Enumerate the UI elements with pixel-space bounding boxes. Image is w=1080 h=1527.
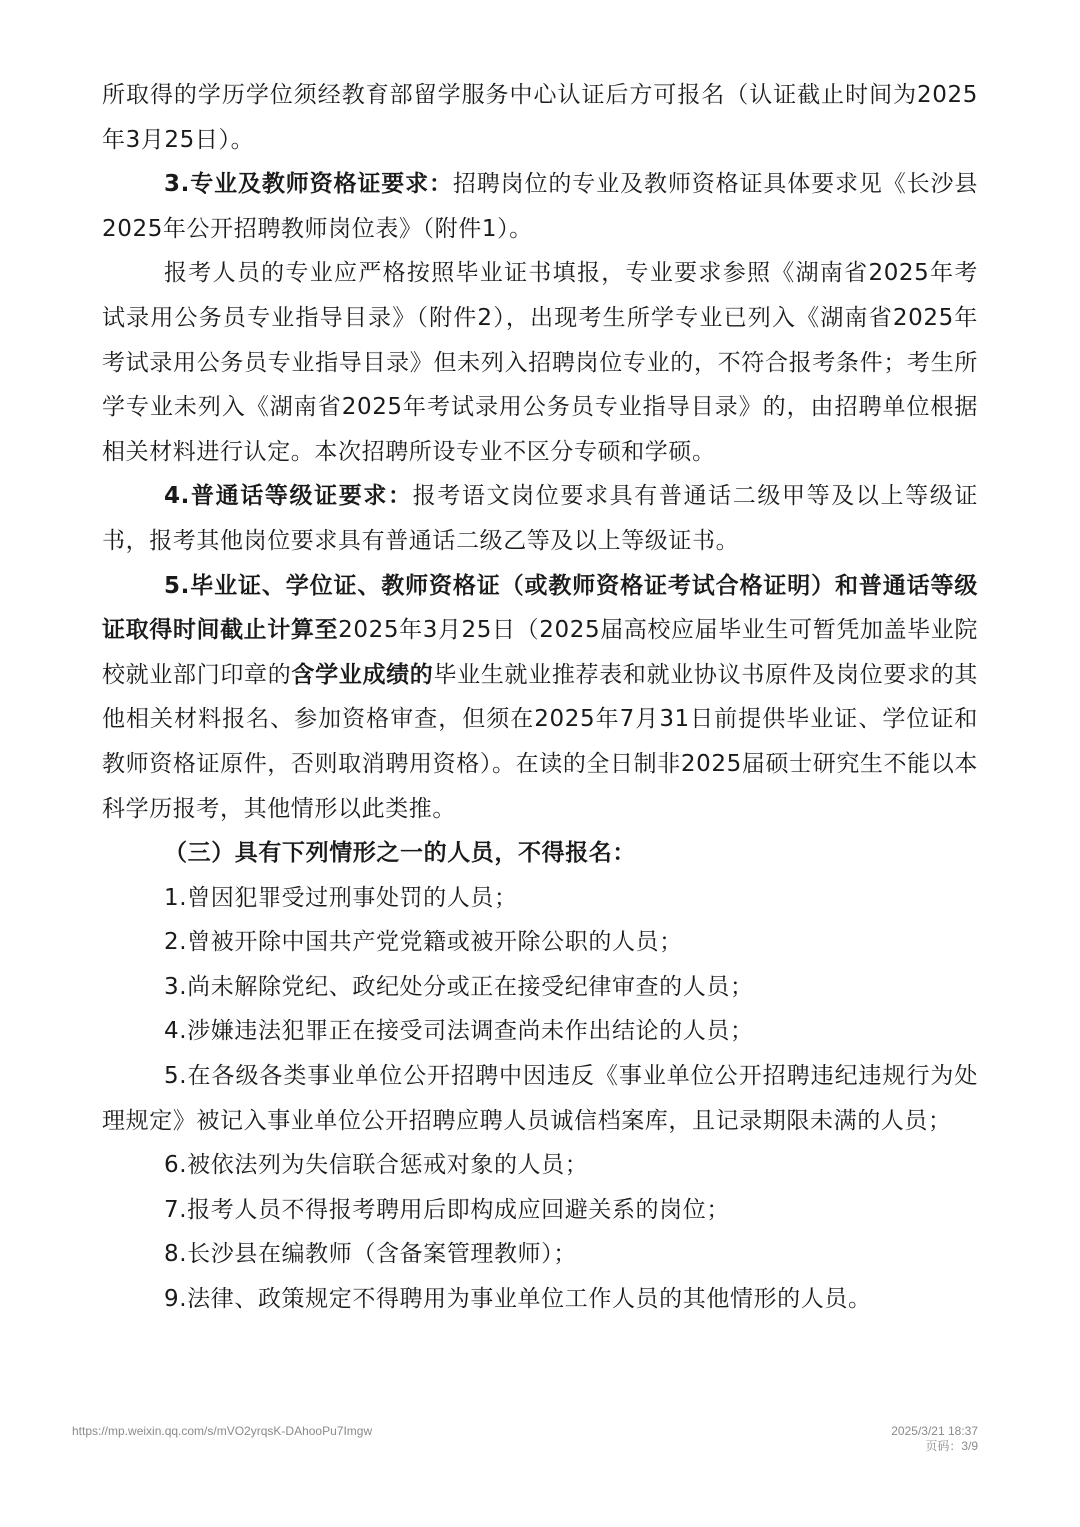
footer-url[interactable]: https://mp.weixin.qq.com/s/mVO2yrqsK-DAhooPu7Imgw [72, 1424, 373, 1438]
document-body [102, 73, 978, 1322]
list-item: 3.尚未解除党纪、政纪处分或正在接受纪律审查的人员； [164, 973, 754, 1000]
list-item: 6.被依法列为失信联合惩戒对象的人员； [164, 1152, 589, 1179]
paragraph-text: 毕业生就业推荐表和就业协议书原件及岗位要求的其他相关材料报名、参加资格审查，但须在2025年7月31日前提供毕业证、学位证和教师资格证原件，否则取消聘用资格）。在读的全日制非2025届硕士研究生不能以本科学历报考，其他情形以此类推。 [102, 661, 978, 822]
footer-page-number: 页码：3/9 [925, 1439, 978, 1453]
list-item: 4.涉嫌违法犯罪正在接受司法调查尚未作出结论的人员； [164, 1018, 754, 1045]
paragraph-heading: 5.毕业证、学位证、教师资格证（或教师资格证考试合格证明）和普通话等级证取得时间截止计算至 [102, 572, 978, 644]
paragraph-text: 2025年3月25日（2025届高校应届毕业生可暂凭加盖毕业院校就业部门印章的 [102, 617, 979, 688]
paragraph-degree-certification: 所取得的学历学位须经教育部留学服务中心认证后方可报名（认证截止时间为2025年3月25日）。 [102, 82, 978, 153]
list-item: 8.长沙县在编教师（含备案管理教师）； [164, 1241, 577, 1268]
paragraph-text: 招聘岗位的专业及教师资格证具体要求见《长沙县2025年公开招聘教师岗位表》（附件1）。 [102, 171, 978, 242]
footer-datetime: 2025/3/21 18:37 [891, 1424, 978, 1438]
paragraph-heading: 4.普通话等级证要求： [164, 483, 413, 510]
list-item: 5.在各级各类事业单位公开招聘中因违反《事业单位公开招聘违纪违规行为处理规定》被记入事业单位公开招聘应聘人员诚信档案库，且记录期限未满的人员； [102, 1063, 978, 1134]
list-item: 9.法律、政策规定不得聘用为事业单位工作人员的其他情形的人员。 [164, 1286, 872, 1313]
paragraph-mandarin-requirement [102, 474, 978, 563]
list-item: 1.曾因犯罪受过刑事处罚的人员； [164, 884, 518, 911]
paragraph-major-requirement [102, 162, 978, 251]
paragraph-major-guidance: 报考人员的专业应严格按照毕业证书填报，专业要求参照《湖南省2025年考试录用公务员专业指导目录》（附件2），出现考生所学专业已列入《湖南省2025年考试录用公务员专业指导目录》但未列入招聘岗位专业的，不符合报考条件；考生所学专业未列入《湖南省2025年考试录用公务员专业指导目录》的，由招聘单位根据相关材料进行认定。本次招聘所设专业不区分专硕和学硕。 [102, 260, 978, 465]
paragraph-certificate-deadline [102, 564, 978, 832]
paragraph-heading: 3.专业及教师资格证要求： [164, 171, 453, 198]
footer-meta [891, 1424, 978, 1454]
list-item: 7.报考人员不得报考聘用后即构成应回避关系的岗位； [164, 1196, 730, 1223]
emphasis-text: 含学业成绩的 [291, 661, 434, 688]
paragraph-text: 报考语文岗位要求具有普通话二级甲等及以上等级证书，报考其他岗位要求具有普通话二级乙等及以上等级证书。 [102, 483, 978, 554]
list-item: 2.曾被开除中国共产党党籍或被开除公职的人员； [164, 929, 683, 956]
section-heading: （三）具有下列情形之一的人员，不得报名： [164, 840, 636, 867]
